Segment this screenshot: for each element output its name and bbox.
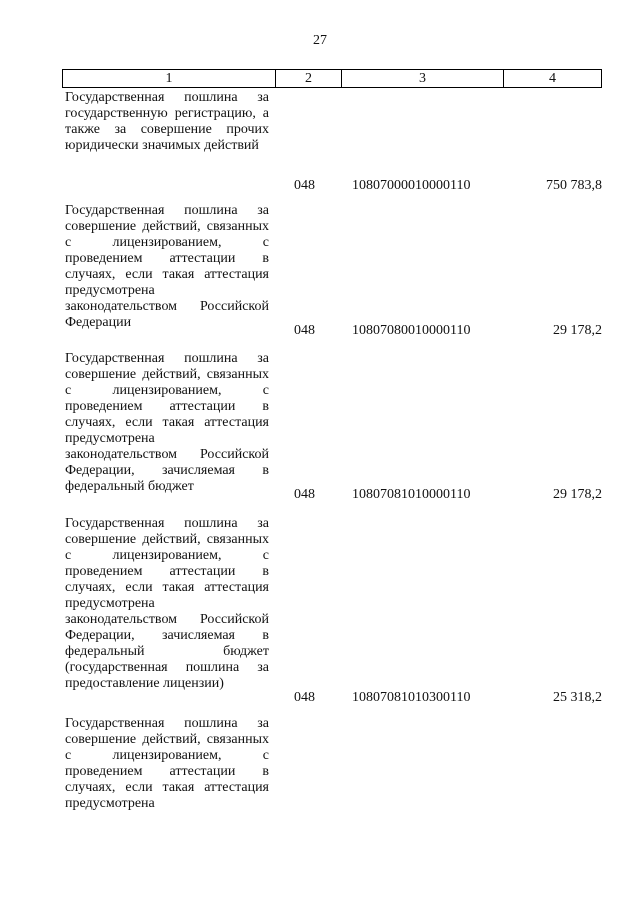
column-header-1: 1	[165, 71, 173, 86]
row-kbk: 10807081010000110	[352, 487, 471, 502]
table-row	[62, 716, 602, 820]
column-header-2: 2	[275, 70, 341, 87]
row-description: Государственная пошлина за совершение действий, связанных с лицензированием, с проведением аттестации в случаях, если такая аттестация предусмотрена	[65, 716, 269, 811]
row-amount: 750 783,8	[546, 178, 602, 193]
table-row	[62, 351, 602, 503]
column-header-3: 3	[341, 70, 503, 87]
row-description: Государственная пошлина за совершение действий, связанных с лицензированием, с проведением аттестации в случаях, если такая аттестация предусмотрена законодательством Российской Федерации	[65, 203, 269, 330]
row-kbk: 10807080010000110	[352, 323, 471, 338]
row-admin-code: 048	[294, 323, 315, 338]
row-admin-code: 048	[294, 690, 315, 705]
row-amount: 29 178,2	[553, 487, 602, 502]
row-description: Государственная пошлина за совершение действий, связанных с лицензированием, с проведением аттестации в случаях, если такая аттестация предусмотрена законодательством Российской Федерации, зачисляемая в федеральный бюджет (государственная пошлина за предоставление лицензии)	[65, 516, 269, 691]
table-header	[62, 69, 602, 88]
row-description: Государственная пошлина за государственную регистрацию, а также за совершение прочих юридически значимых действий	[65, 90, 269, 153]
row-kbk: 10807000010000110	[352, 178, 471, 193]
row-admin-code: 048	[294, 178, 315, 193]
row-admin-code: 048	[294, 487, 315, 502]
table-row	[62, 90, 602, 194]
row-amount: 25 318,2	[553, 690, 602, 705]
row-kbk: 10807081010300110	[352, 690, 471, 705]
row-amount: 29 178,2	[553, 323, 602, 338]
table-row	[62, 516, 602, 706]
page-number: 27	[313, 33, 327, 48]
row-description: Государственная пошлина за совершение действий, связанных с лицензированием, с проведением аттестации в случаях, если такая аттестация предусмотрена законодательством Российской Федерации, зачисляемая в федеральный бюджет	[65, 351, 269, 494]
table-row	[62, 203, 602, 339]
column-header-4: 4	[503, 70, 601, 87]
